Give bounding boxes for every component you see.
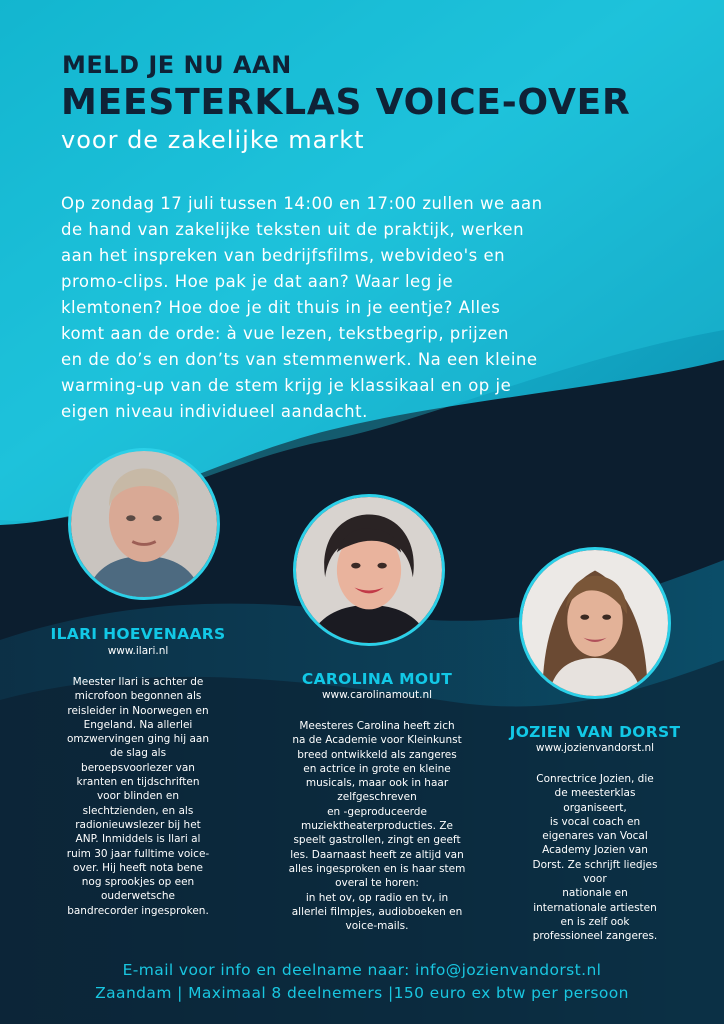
bio-line: nationale en [562,887,628,900]
footer-details-line: Zaandam | Maximaal 8 deelnemers |150 euro ex btw per persoon [95,984,629,1002]
bio-line: in het ov, op radio en tv, in [305,891,449,904]
bio-line: na de Academie voor Kleinkunst [292,734,462,747]
bio-line: ouderwetsche [100,890,176,903]
intro-line: warming-up van de stem krijg je klassikaal en op je [61,376,512,395]
bio-line: Dorst. Ze schrijft liedjes [532,858,658,871]
bio-line: muziektheaterproducties. Ze [301,820,453,833]
bio-line: Meesteres Carolina heeft zich [299,720,455,732]
intro-line: klemtonen? Hoe doe je dit thuis in je eentje? Alles [61,298,501,317]
bio-line: microfoon begonnen als [74,690,202,703]
bio-line: professioneel zangeres. [532,930,658,943]
speaker-name: ILARI HOEVENAARS [50,625,226,643]
intro-line: komt aan de orde: à vue lezen, tekstbegrip, prijzen [61,324,509,343]
speaker-website-link[interactable]: www.carolinamout.nl [321,689,433,701]
bio-line: Meester Ilari is achter de [72,676,204,688]
bio-line: over. Hij heeft nota bene [73,861,203,874]
intro-line: en de do’s en don’ts van stemmenwerk. Na een kleine [61,350,538,369]
speaker-photo-jozien [519,547,671,699]
intro-line: eigen niveau individueel aandacht. [61,402,368,421]
intro-line: promo-clips. Hoe pak je dat aan? Waar leg je [61,272,454,291]
bio-line: voor [583,873,607,886]
bio-line: de slag als [109,747,167,760]
bio-line: overal te horen: [335,877,419,890]
bio-line: speelt gastrollen, zingt en geeft [293,834,461,847]
bio-line: voor blinden en [96,790,180,803]
bio-line: kranten en tijdschriften [76,776,200,789]
bio-line: en actrice in grote en kleine [303,762,451,775]
bio-line: voice-mails. [345,920,409,933]
bio-line: beroepsvoorlezer van [81,761,195,774]
bio-line: radionieuwslezer bij het [75,818,201,831]
bio-line: les. Daarnaast heeft ze altijd van [290,848,464,861]
bio-line: eigenares van Vocal [542,830,648,843]
intro-line: Op zondag 17 juli tussen 14:00 en 17:00 zullen we aan [61,194,543,213]
speaker-photo-ilari [68,448,220,600]
bio-line: musicals, maar ook in haar [305,777,449,790]
speaker-bio [272,719,482,933]
bio-line: allerlei filmpjes, audioboeken en [291,905,463,918]
page-subtitle: voor de zakelijke markt [61,126,365,154]
bio-line: alles ingesproken en is haar stem [288,862,466,875]
bio-line: organiseert, [563,801,627,814]
bio-line: slechtzienden, en als [82,804,194,817]
bio-line: breed ontwikkeld als zangeres [297,748,457,761]
header-kicker: MELD JE NU AAN [62,51,292,79]
bio-line: Academy Jozien van [542,844,648,857]
footer-contact-line: E-mail voor info en deelname naar: info@jozienvandorst.nl [122,961,602,979]
bio-line: zelfgeschreven [337,791,417,804]
speaker-website-link[interactable]: www.ilari.nl [107,645,169,657]
speaker-bio [505,772,685,944]
intro-line: de hand van zakelijke teksten uit de praktijk, werken [61,220,525,239]
bio-line: nog sprookjes op een [81,876,195,889]
intro-paragraph [61,191,561,425]
bio-line: en is zelf ook [560,915,630,928]
bio-line: ANP. Inmiddels is Ilari al [75,833,201,846]
speaker-name: JOZIEN VAN DORST [509,723,681,741]
bio-line: reisleider in Noorwegen en [67,704,209,717]
page-title: MEESTERKLAS VOICE-OVER [61,82,631,123]
bio-line: omzwervingen ging hij aan [66,733,210,746]
bio-line: bandrecorder ingesproken. [67,904,209,917]
bio-line: ruim 30 jaar fulltime voice- [66,847,210,860]
bio-line: is vocal coach en [549,815,641,828]
intro-line: aan het inspreken van bedrijfsfilms, webvideo's en [61,246,506,265]
bio-line: Conrectrice Jozien, die [536,773,654,785]
speaker-photo-carolina [293,494,445,646]
bio-line: internationale artiesten [533,901,657,914]
bio-line: en -geproduceerde [327,805,427,818]
speaker-bio [40,675,236,918]
speaker-website-link[interactable]: www.jozienvandorst.nl [535,742,655,754]
bio-line: de meesterklas [554,787,636,800]
speaker-name: CAROLINA MOUT [301,670,453,688]
bio-line: Engeland. Na allerlei [83,718,193,731]
